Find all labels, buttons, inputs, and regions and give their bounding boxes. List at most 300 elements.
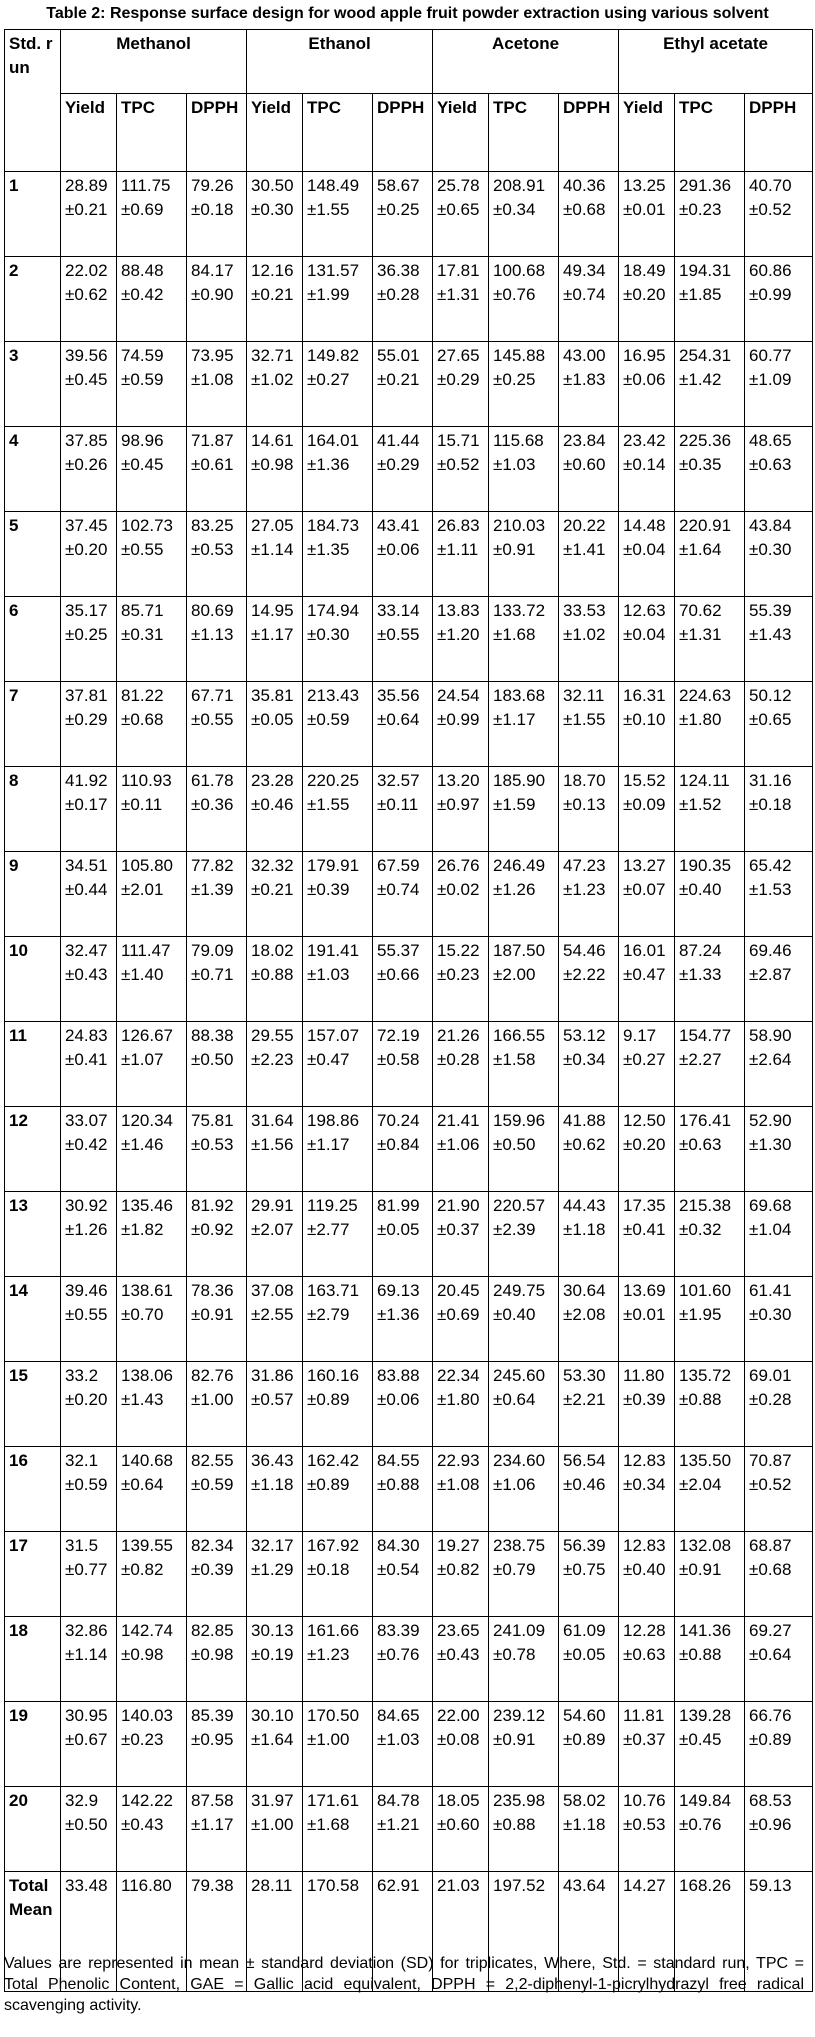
- value-cell: 12.83±0.40: [619, 1532, 675, 1617]
- sub-header-tpc: TPC: [303, 94, 373, 172]
- run-number-cell: 10: [5, 937, 61, 1022]
- value-cell: 40.70±0.52: [745, 172, 813, 257]
- table-row: [5, 1617, 813, 1702]
- value-cell: 141.36±0.88: [675, 1617, 745, 1702]
- value-cell: 12.63±0.04: [619, 597, 675, 682]
- value-cell: 120.34±1.46: [117, 1107, 187, 1192]
- value-cell: 48.65±0.63: [745, 427, 813, 512]
- value-cell: 191.41±1.03: [303, 937, 373, 1022]
- value-cell: 81.22±0.68: [117, 682, 187, 767]
- run-number-cell: 1: [5, 172, 61, 257]
- table-row: [5, 937, 813, 1022]
- value-cell: 168.26: [675, 1872, 745, 1992]
- table-row: [5, 172, 813, 257]
- value-cell: 19.27±0.82: [433, 1532, 489, 1617]
- value-cell: 22.93±1.08: [433, 1447, 489, 1532]
- group-header-acetone: Acetone: [433, 30, 619, 94]
- value-cell: 72.19±0.58: [373, 1022, 433, 1107]
- value-cell: 291.36±0.23: [675, 172, 745, 257]
- value-cell: 215.38±0.32: [675, 1192, 745, 1277]
- value-cell: 139.55±0.82: [117, 1532, 187, 1617]
- sub-header-dpph: DPPH: [187, 94, 247, 172]
- value-cell: 87.58±1.17: [187, 1787, 247, 1872]
- value-cell: 213.43±0.59: [303, 682, 373, 767]
- value-cell: 84.30±0.54: [373, 1532, 433, 1617]
- value-cell: 87.24±1.33: [675, 937, 745, 1022]
- table-row: [5, 852, 813, 937]
- value-cell: 39.46±0.55: [61, 1277, 117, 1362]
- value-cell: 239.12±0.91: [489, 1702, 559, 1787]
- value-cell: 67.59±0.74: [373, 852, 433, 937]
- value-cell: 154.77±2.27: [675, 1022, 745, 1107]
- group-header-methanol: Methanol: [61, 30, 247, 94]
- value-cell: 43.64: [559, 1872, 619, 1992]
- value-cell: 36.43±1.18: [247, 1447, 303, 1532]
- value-cell: 102.73±0.55: [117, 512, 187, 597]
- value-cell: 29.55±2.23: [247, 1022, 303, 1107]
- value-cell: 12.16±0.21: [247, 257, 303, 342]
- value-cell: 43.00±1.83: [559, 342, 619, 427]
- value-cell: 24.83±0.41: [61, 1022, 117, 1107]
- value-cell: 54.46±2.22: [559, 937, 619, 1022]
- value-cell: 55.39±1.43: [745, 597, 813, 682]
- value-cell: 32.17±1.29: [247, 1532, 303, 1617]
- sub-header-dpph: DPPH: [373, 94, 433, 172]
- value-cell: 29.91±2.07: [247, 1192, 303, 1277]
- value-cell: 241.09±0.78: [489, 1617, 559, 1702]
- value-cell: 13.69±0.01: [619, 1277, 675, 1362]
- value-cell: 30.50±0.30: [247, 172, 303, 257]
- value-cell: 16.01±0.47: [619, 937, 675, 1022]
- value-cell: 18.70±0.13: [559, 767, 619, 852]
- value-cell: 115.68±1.03: [489, 427, 559, 512]
- value-cell: 70.62±1.31: [675, 597, 745, 682]
- value-cell: 69.27±0.64: [745, 1617, 813, 1702]
- value-cell: 220.57±2.39: [489, 1192, 559, 1277]
- value-cell: 61.78±0.36: [187, 767, 247, 852]
- value-cell: 135.46±1.82: [117, 1192, 187, 1277]
- value-cell: 142.22±0.43: [117, 1787, 187, 1872]
- value-cell: 75.81±0.53: [187, 1107, 247, 1192]
- value-cell: 61.09±0.05: [559, 1617, 619, 1702]
- value-cell: 88.38±0.50: [187, 1022, 247, 1107]
- value-cell: 82.76±1.00: [187, 1362, 247, 1447]
- run-number-cell: 19: [5, 1702, 61, 1787]
- value-cell: 33.48: [61, 1872, 117, 1992]
- value-cell: 79.26±0.18: [187, 172, 247, 257]
- table-row: [5, 1532, 813, 1617]
- table-footnote: Values are represented in mean ± standard deviation (SD) for triplicates, Where, Std. = standard run, TPC = Total Phenolic Content, GAE = Gallic acid equivalent, DPPH = 2,2-diphenyl-1-picrylhydrazyl free radical scavenging activity.: [4, 1955, 804, 2014]
- value-cell: 79.38: [187, 1872, 247, 1992]
- value-cell: 58.02±1.18: [559, 1787, 619, 1872]
- value-cell: 32.86±1.14: [61, 1617, 117, 1702]
- value-cell: 73.95±1.08: [187, 342, 247, 427]
- value-cell: 12.83±0.34: [619, 1447, 675, 1532]
- table-row: [5, 682, 813, 767]
- value-cell: 142.74±0.98: [117, 1617, 187, 1702]
- value-cell: 32.47±0.43: [61, 937, 117, 1022]
- value-cell: 52.90±1.30: [745, 1107, 813, 1192]
- value-cell: 171.61±1.68: [303, 1787, 373, 1872]
- table-body: [5, 172, 813, 1992]
- sub-header-dpph: DPPH: [559, 94, 619, 172]
- value-cell: 70.24±0.84: [373, 1107, 433, 1192]
- sub-header-yield: Yield: [247, 94, 303, 172]
- value-cell: 138.61±0.70: [117, 1277, 187, 1362]
- run-number-cell: 6: [5, 597, 61, 682]
- value-cell: 31.16±0.18: [745, 767, 813, 852]
- value-cell: 198.86±1.17: [303, 1107, 373, 1192]
- value-cell: 65.42±1.53: [745, 852, 813, 937]
- value-cell: 41.44±0.29: [373, 427, 433, 512]
- value-cell: 131.57±1.99: [303, 257, 373, 342]
- table-row: [5, 1107, 813, 1192]
- value-cell: 111.75±0.69: [117, 172, 187, 257]
- value-cell: 41.92±0.17: [61, 767, 117, 852]
- value-cell: 9.17±0.27: [619, 1022, 675, 1107]
- value-cell: 68.87±0.68: [745, 1532, 813, 1617]
- table-row: [5, 1022, 813, 1107]
- value-cell: 105.80±2.01: [117, 852, 187, 937]
- value-cell: 210.03±0.91: [489, 512, 559, 597]
- value-cell: 79.09±0.71: [187, 937, 247, 1022]
- value-cell: 159.96±0.50: [489, 1107, 559, 1192]
- value-cell: 30.92±1.26: [61, 1192, 117, 1277]
- value-cell: 149.84±0.76: [675, 1787, 745, 1872]
- value-cell: 18.49±0.20: [619, 257, 675, 342]
- group-header-ethyl-acetate: Ethyl acetate: [619, 30, 813, 94]
- value-cell: 13.27±0.07: [619, 852, 675, 937]
- value-cell: 14.61±0.98: [247, 427, 303, 512]
- value-cell: 50.12±0.65: [745, 682, 813, 767]
- value-cell: 15.52±0.09: [619, 767, 675, 852]
- value-cell: 20.45±0.69: [433, 1277, 489, 1362]
- value-cell: 170.58: [303, 1872, 373, 1992]
- value-cell: 83.25±0.53: [187, 512, 247, 597]
- value-cell: 23.65±0.43: [433, 1617, 489, 1702]
- table-row: [5, 1277, 813, 1362]
- value-cell: 235.98±0.88: [489, 1787, 559, 1872]
- value-cell: 32.32±0.21: [247, 852, 303, 937]
- run-number-cell: 5: [5, 512, 61, 597]
- value-cell: 140.03±0.23: [117, 1702, 187, 1787]
- run-header: Std. run: [5, 30, 61, 172]
- value-cell: 27.65±0.29: [433, 342, 489, 427]
- table-row: [5, 257, 813, 342]
- run-number-cell: 7: [5, 682, 61, 767]
- value-cell: 16.95±0.06: [619, 342, 675, 427]
- value-cell: 145.88±0.25: [489, 342, 559, 427]
- value-cell: 15.22±0.23: [433, 937, 489, 1022]
- value-cell: 24.54±0.99: [433, 682, 489, 767]
- sub-header-tpc: TPC: [489, 94, 559, 172]
- value-cell: 17.81±1.31: [433, 257, 489, 342]
- value-cell: 179.91±0.39: [303, 852, 373, 937]
- table-row: [5, 767, 813, 852]
- table-row: [5, 512, 813, 597]
- value-cell: 135.50±2.04: [675, 1447, 745, 1532]
- value-cell: 187.50±2.00: [489, 937, 559, 1022]
- run-number-cell: 3: [5, 342, 61, 427]
- table-row: [5, 342, 813, 427]
- run-number-cell: 20: [5, 1787, 61, 1872]
- value-cell: 62.91: [373, 1872, 433, 1992]
- value-cell: 37.85±0.26: [61, 427, 117, 512]
- value-cell: 21.90±0.37: [433, 1192, 489, 1277]
- value-cell: 249.75±0.40: [489, 1277, 559, 1362]
- value-cell: 16.31±0.10: [619, 682, 675, 767]
- sub-header-yield: Yield: [433, 94, 489, 172]
- value-cell: 53.12±0.34: [559, 1022, 619, 1107]
- value-cell: 220.91±1.64: [675, 512, 745, 597]
- value-cell: 163.71±2.79: [303, 1277, 373, 1362]
- run-number-cell: 18: [5, 1617, 61, 1702]
- value-cell: 167.92±0.18: [303, 1532, 373, 1617]
- value-cell: 119.25±2.77: [303, 1192, 373, 1277]
- value-cell: 246.49±1.26: [489, 852, 559, 937]
- value-cell: 11.80±0.39: [619, 1362, 675, 1447]
- value-cell: 30.13±0.19: [247, 1617, 303, 1702]
- value-cell: 37.45±0.20: [61, 512, 117, 597]
- value-cell: 84.55±0.88: [373, 1447, 433, 1532]
- value-cell: 39.56±0.45: [61, 342, 117, 427]
- value-cell: 31.86±0.57: [247, 1362, 303, 1447]
- value-cell: 18.05±0.60: [433, 1787, 489, 1872]
- value-cell: 220.25±1.55: [303, 767, 373, 852]
- value-cell: 10.76±0.53: [619, 1787, 675, 1872]
- value-cell: 23.84±0.60: [559, 427, 619, 512]
- table-row: [5, 597, 813, 682]
- value-cell: 184.73±1.35: [303, 512, 373, 597]
- value-cell: 32.57±0.11: [373, 767, 433, 852]
- value-cell: 33.2±0.20: [61, 1362, 117, 1447]
- value-cell: 84.17±0.90: [187, 257, 247, 342]
- value-cell: 124.11±1.52: [675, 767, 745, 852]
- value-cell: 32.71±1.02: [247, 342, 303, 427]
- value-cell: 208.91±0.34: [489, 172, 559, 257]
- value-cell: 60.86±0.99: [745, 257, 813, 342]
- value-cell: 17.35±0.41: [619, 1192, 675, 1277]
- value-cell: 148.49±1.55: [303, 172, 373, 257]
- value-cell: 224.63±1.80: [675, 682, 745, 767]
- value-cell: 67.71±0.55: [187, 682, 247, 767]
- value-cell: 13.25±0.01: [619, 172, 675, 257]
- value-cell: 35.56±0.64: [373, 682, 433, 767]
- value-cell: 47.23±1.23: [559, 852, 619, 937]
- value-cell: 160.16±0.89: [303, 1362, 373, 1447]
- value-cell: 190.35±0.40: [675, 852, 745, 937]
- value-cell: 21.41±1.06: [433, 1107, 489, 1192]
- value-cell: 85.71±0.31: [117, 597, 187, 682]
- value-cell: 30.64±2.08: [559, 1277, 619, 1362]
- group-header-ethanol: Ethanol: [247, 30, 433, 94]
- value-cell: 133.72±1.68: [489, 597, 559, 682]
- value-cell: 22.00±0.08: [433, 1702, 489, 1787]
- value-cell: 135.72±0.88: [675, 1362, 745, 1447]
- run-number-cell: 16: [5, 1447, 61, 1532]
- value-cell: 27.05±1.14: [247, 512, 303, 597]
- run-number-cell: 9: [5, 852, 61, 937]
- value-cell: 59.13: [745, 1872, 813, 1992]
- run-number-cell: 14: [5, 1277, 61, 1362]
- value-cell: 21.26±0.28: [433, 1022, 489, 1107]
- value-cell: 83.88±0.06: [373, 1362, 433, 1447]
- results-table: [4, 29, 813, 1992]
- value-cell: 101.60±1.95: [675, 1277, 745, 1362]
- run-number-cell: 12: [5, 1107, 61, 1192]
- value-cell: 31.97±1.00: [247, 1787, 303, 1872]
- value-cell: 32.11±1.55: [559, 682, 619, 767]
- value-cell: 37.81±0.29: [61, 682, 117, 767]
- sub-header-yield: Yield: [61, 94, 117, 172]
- value-cell: 41.88±0.62: [559, 1107, 619, 1192]
- value-cell: 69.01±0.28: [745, 1362, 813, 1447]
- value-cell: 12.50±0.20: [619, 1107, 675, 1192]
- value-cell: 183.68±1.17: [489, 682, 559, 767]
- value-cell: 254.31±1.42: [675, 342, 745, 427]
- run-number-cell: 11: [5, 1022, 61, 1107]
- value-cell: 30.95±0.67: [61, 1702, 117, 1787]
- value-cell: 36.38±0.28: [373, 257, 433, 342]
- value-cell: 14.95±1.17: [247, 597, 303, 682]
- value-cell: 110.93±0.11: [117, 767, 187, 852]
- value-cell: 13.83±1.20: [433, 597, 489, 682]
- sub-header-tpc: TPC: [117, 94, 187, 172]
- value-cell: 58.67±0.25: [373, 172, 433, 257]
- value-cell: 55.37±0.66: [373, 937, 433, 1022]
- value-cell: 40.36±0.68: [559, 172, 619, 257]
- table-row: [5, 1787, 813, 1872]
- table-row: [5, 1192, 813, 1277]
- sub-header-row: [5, 94, 813, 172]
- value-cell: 66.76±0.89: [745, 1702, 813, 1787]
- value-cell: 170.50±1.00: [303, 1702, 373, 1787]
- value-cell: 22.02±0.62: [61, 257, 117, 342]
- value-cell: 88.48±0.42: [117, 257, 187, 342]
- value-cell: 44.43±1.18: [559, 1192, 619, 1277]
- value-cell: 85.39±0.95: [187, 1702, 247, 1787]
- value-cell: 53.30±2.21: [559, 1362, 619, 1447]
- value-cell: 82.85±0.98: [187, 1617, 247, 1702]
- value-cell: 14.27: [619, 1872, 675, 1992]
- value-cell: 13.20±0.97: [433, 767, 489, 852]
- value-cell: 98.96±0.45: [117, 427, 187, 512]
- value-cell: 43.84±0.30: [745, 512, 813, 597]
- sub-header-tpc: TPC: [675, 94, 745, 172]
- value-cell: 111.47±1.40: [117, 937, 187, 1022]
- run-number-cell: 15: [5, 1362, 61, 1447]
- value-cell: 26.76±0.02: [433, 852, 489, 937]
- value-cell: 14.48±0.04: [619, 512, 675, 597]
- value-cell: 81.92±0.92: [187, 1192, 247, 1277]
- value-cell: 28.11: [247, 1872, 303, 1992]
- value-cell: 140.68±0.64: [117, 1447, 187, 1532]
- value-cell: 81.99±0.05: [373, 1192, 433, 1277]
- value-cell: 68.53±0.96: [745, 1787, 813, 1872]
- value-cell: 60.77±1.09: [745, 342, 813, 427]
- value-cell: 139.28±0.45: [675, 1702, 745, 1787]
- value-cell: 21.03: [433, 1872, 489, 1992]
- value-cell: 34.51±0.44: [61, 852, 117, 937]
- value-cell: 100.68±0.76: [489, 257, 559, 342]
- value-cell: 80.69±1.13: [187, 597, 247, 682]
- table-row: [5, 1447, 813, 1532]
- sub-header-dpph: DPPH: [745, 94, 813, 172]
- value-cell: 71.87±0.61: [187, 427, 247, 512]
- value-cell: 176.41±0.63: [675, 1107, 745, 1192]
- value-cell: 32.9±0.50: [61, 1787, 117, 1872]
- value-cell: 25.78±0.65: [433, 172, 489, 257]
- value-cell: 238.75±0.79: [489, 1532, 559, 1617]
- run-number-cell: 4: [5, 427, 61, 512]
- value-cell: 164.01±1.36: [303, 427, 373, 512]
- run-number-cell: Total Mean: [5, 1872, 61, 1992]
- value-cell: 31.5±0.77: [61, 1532, 117, 1617]
- value-cell: 54.60±0.89: [559, 1702, 619, 1787]
- value-cell: 55.01±0.21: [373, 342, 433, 427]
- value-cell: 138.06±1.43: [117, 1362, 187, 1447]
- value-cell: 82.34±0.39: [187, 1532, 247, 1617]
- value-cell: 56.54±0.46: [559, 1447, 619, 1532]
- run-number-cell: 8: [5, 767, 61, 852]
- value-cell: 77.82±1.39: [187, 852, 247, 937]
- value-cell: 161.66±1.23: [303, 1617, 373, 1702]
- value-cell: 149.82±0.27: [303, 342, 373, 427]
- value-cell: 15.71±0.52: [433, 427, 489, 512]
- value-cell: 12.28±0.63: [619, 1617, 675, 1702]
- value-cell: 33.07±0.42: [61, 1107, 117, 1192]
- value-cell: 61.41±0.30: [745, 1277, 813, 1362]
- value-cell: 33.14±0.55: [373, 597, 433, 682]
- run-number-cell: 2: [5, 257, 61, 342]
- value-cell: 56.39±0.75: [559, 1532, 619, 1617]
- value-cell: 157.07±0.47: [303, 1022, 373, 1107]
- run-number-cell: 13: [5, 1192, 61, 1277]
- sub-header-yield: Yield: [619, 94, 675, 172]
- value-cell: 126.67±1.07: [117, 1022, 187, 1107]
- value-cell: 245.60±0.64: [489, 1362, 559, 1447]
- value-cell: 43.41±0.06: [373, 512, 433, 597]
- value-cell: 69.68±1.04: [745, 1192, 813, 1277]
- value-cell: 18.02±0.88: [247, 937, 303, 1022]
- value-cell: 23.28±0.46: [247, 767, 303, 852]
- group-header-row: [5, 30, 813, 94]
- value-cell: 194.31±1.85: [675, 257, 745, 342]
- value-cell: 84.78±1.21: [373, 1787, 433, 1872]
- value-cell: 69.13±1.36: [373, 1277, 433, 1362]
- value-cell: 69.46±2.87: [745, 937, 813, 1022]
- value-cell: 26.83±1.11: [433, 512, 489, 597]
- value-cell: 166.55±1.58: [489, 1022, 559, 1107]
- value-cell: 32.1±0.59: [61, 1447, 117, 1532]
- value-cell: 70.87±0.52: [745, 1447, 813, 1532]
- value-cell: 74.59±0.59: [117, 342, 187, 427]
- value-cell: 197.52: [489, 1872, 559, 1992]
- table-caption: Table 2: Response surface design for wood apple fruit powder extraction using various solvent: [46, 5, 769, 22]
- value-cell: 84.65±1.03: [373, 1702, 433, 1787]
- value-cell: 78.36±0.91: [187, 1277, 247, 1362]
- value-cell: 30.10±1.64: [247, 1702, 303, 1787]
- table-row: [5, 427, 813, 512]
- value-cell: 162.42±0.89: [303, 1447, 373, 1532]
- value-cell: 225.36±0.35: [675, 427, 745, 512]
- value-cell: 33.53±1.02: [559, 597, 619, 682]
- table-row: [5, 1702, 813, 1787]
- value-cell: 37.08±2.55: [247, 1277, 303, 1362]
- value-cell: 35.81±0.05: [247, 682, 303, 767]
- value-cell: 116.80: [117, 1872, 187, 1992]
- value-cell: 22.34±1.80: [433, 1362, 489, 1447]
